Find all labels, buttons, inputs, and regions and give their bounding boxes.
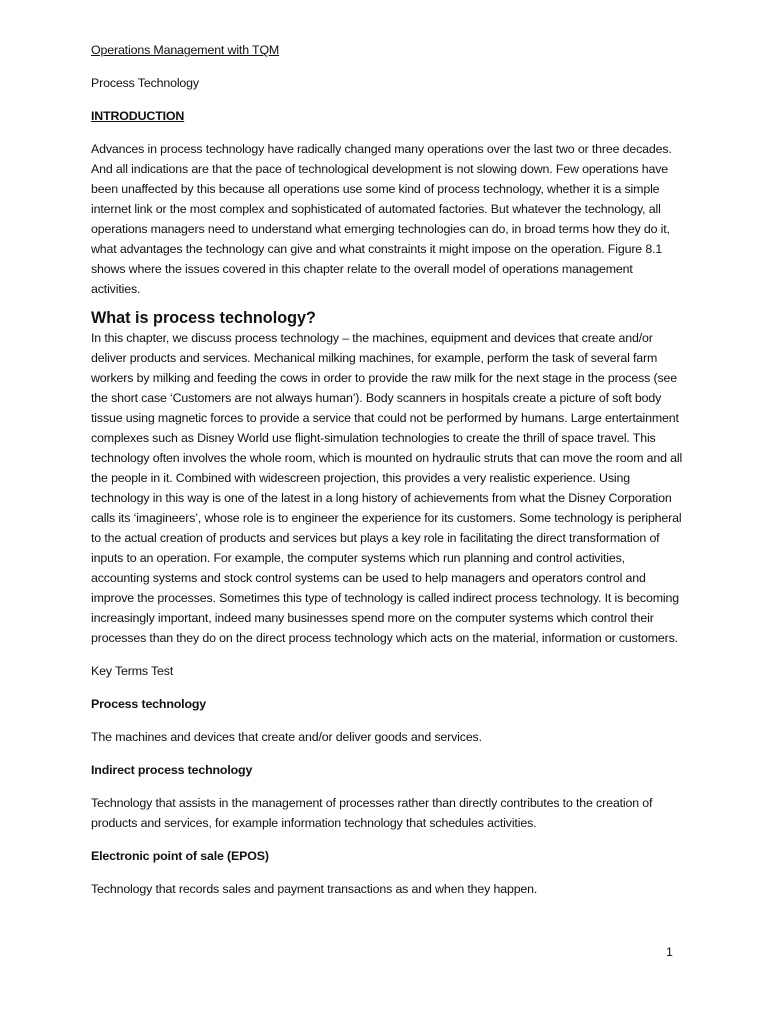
key-term-indirect-process-technology: Indirect process technology — [91, 763, 253, 777]
key-term-process-technology: Process technology — [91, 697, 207, 711]
chapter-title: Process Technology — [91, 76, 199, 90]
what-is-process-technology-paragraph: In this chapter, we discuss process technology – the machines, equipment and devices that create and/or deliver products and services. Mechanical milking machines, for example, perform the task of several farm workers by milking and feeding the cows in order to provide the raw milk for the next stage in the process (see the short case ‘Customers are not always human’). Body scanners in hospitals create a picture of soft body tissue using magnetic forces to provide a service that could not be performed by humans. Large entertainment complexes such as Disney World use flight-simulation technologies to create the thrill of space travel. This technology often involves the whole room, which is mounted on hydraulic struts that can move the room and all the people in it. Combined with widescreen projection, this provides a very realistic experience. Using technology in this way is one of the latest in a long history of achievements from what the Disney Corporation calls its ‘imagineers’, whose role is to engineer the experience for its customers. Some technology is peripheral to the actual creation of products and services but plays a key role in facilitating the direct transformation of inputs to an operation. For example, the computer systems which run planning and control activities, accounting systems and stock control systems can be used to help managers and operators control and improve the processes. Sometimes this type of technology is called indirect process technology. It is becoming increasingly important, indeed many businesses spend more on the computer systems which control their processes than they do on the direct process technology which acts on the material, information or customers. — [91, 331, 683, 645]
key-terms-heading: Key Terms Test — [91, 664, 174, 678]
introduction-heading: INTRODUCTION — [91, 109, 185, 123]
key-term-definition-epos: Technology that records sales and payment transactions as and when they happen. — [91, 882, 538, 896]
what-is-process-technology-heading: What is process technology? — [91, 309, 316, 327]
document-title: Operations Management with TQM — [91, 43, 280, 57]
key-term-definition-indirect-process-technology: Technology that assists in the management of processes rather than directly contributes to the creation of products and services, for example information technology that schedules activities. — [91, 796, 653, 830]
page-content — [91, 40, 683, 899]
key-term-definition-process-technology: The machines and devices that create and/or deliver goods and services. — [91, 730, 482, 744]
page-number: 1 — [666, 945, 673, 959]
key-term-epos: Electronic point of sale (EPOS) — [91, 849, 269, 863]
introduction-paragraph: Advances in process technology have radically changed many operations over the last two or three decades. And all indications are that the pace of technological development is not slowing down. Few operations have been unaffected by this because all operations use some kind of process technology, whether it is a simple internet link or the most complex and sophisticated of automated factories. But whatever the technology, all operations managers need to understand what emerging technologies can do, in broad terms how they do it, what advantages the technology can give and what constraints it might impose on the operation. Figure 8.1 shows where the issues covered in this chapter relate to the overall model of operations management activities. — [91, 142, 672, 296]
